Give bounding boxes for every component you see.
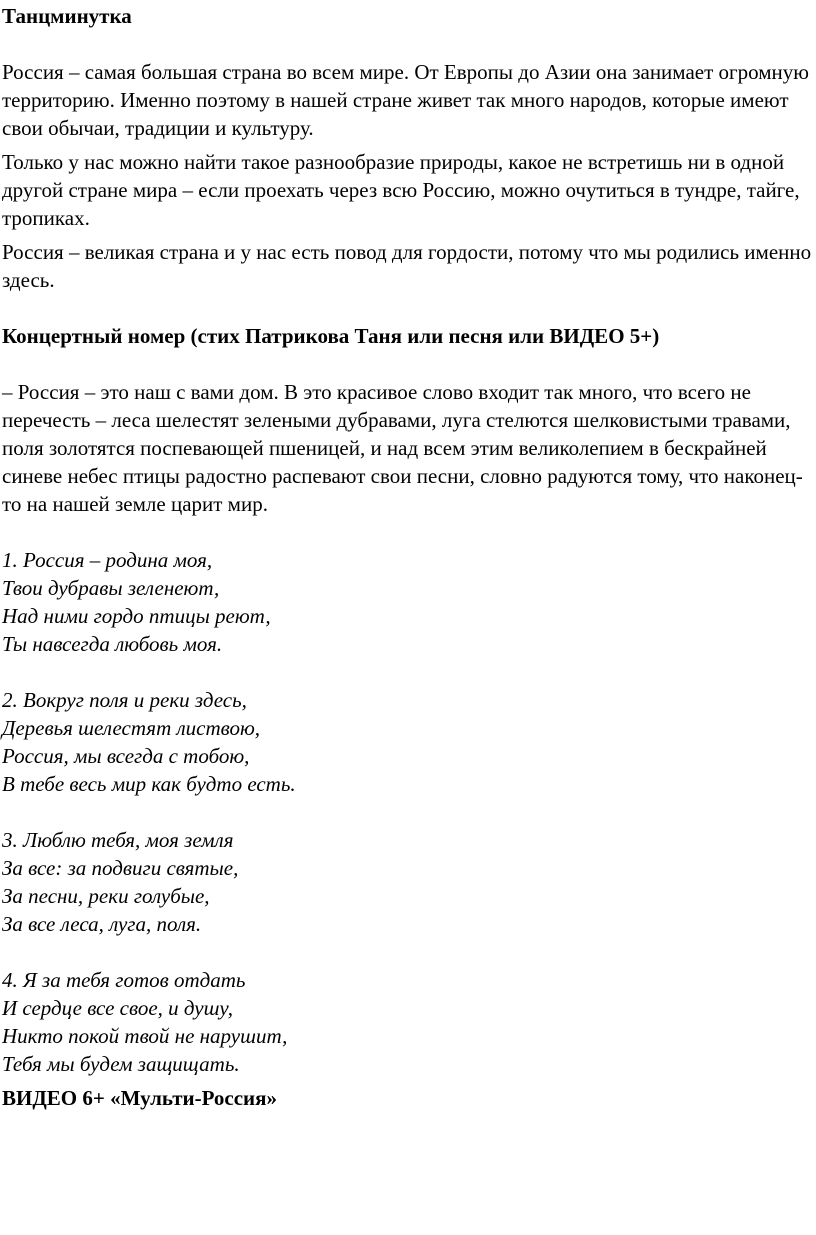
poem-stanza-3 <box>2 826 812 938</box>
poem-line: 1. Россия – родина моя, <box>2 548 213 572</box>
poem-line: Россия, мы всегда с тобою, <box>2 744 250 768</box>
intro-paragraph-3: Россия – великая страна и у нас есть повод для гордости, потому что мы родились именно здесь. <box>2 240 812 292</box>
heading-dance-minute: Танцминутка <box>2 4 132 28</box>
intro-paragraph-2: Только у нас можно найти такое разнообразие природы, какое не встретишь ни в одной другой стране мира – если проехать через всю Россию, можно очутиться в тундре, тайге, тропиках. <box>2 150 800 230</box>
poem-line: И сердце все свое, и душу, <box>2 996 233 1020</box>
poem-line: 2. Вокруг поля и реки здесь, <box>2 688 247 712</box>
poem-line: Над ними гордо птицы реют, <box>2 604 271 628</box>
spacer <box>2 658 812 686</box>
poem-line: 4. Я за тебя готов отдать <box>2 968 246 992</box>
heading-concert-number: Концертный номер (стих Патрикова Таня или песня или ВИДЕО 5+) <box>2 324 660 348</box>
document-body <box>2 2 812 1112</box>
poem-line: Твои дубравы зеленеют, <box>2 576 220 600</box>
poem-stanza-4 <box>2 966 812 1078</box>
poem-line: В тебе весь мир как будто есть. <box>2 772 296 796</box>
poem-line: Ты навсегда любовь моя. <box>2 632 223 656</box>
heading-video-multi-russia: ВИДЕО 6+ «Мульти-Россия» <box>2 1086 278 1110</box>
poem-line: Деревья шелестят листвою, <box>2 716 261 740</box>
poem-line: За все леса, луга, поля. <box>2 912 202 936</box>
poem-line: 3. Люблю тебя, моя земля <box>2 828 234 852</box>
paragraph-russia-home: – Россия – это наш с вами дом. В это красивое слово входит так много, что всего не перечесть – леса шелестят зелеными дубравами, луга стелются шелковистыми травами, поля золотятся поспевающей пшеницей, и над всем этим великолепием в бескрайней синеве небес птицы радостно распевают свои песни, словно радуются тому, что наконец-то на нашей земле царит мир. <box>2 380 803 516</box>
spacer <box>2 350 812 378</box>
poem-stanza-1 <box>2 546 812 658</box>
intro-paragraph-1: Россия – самая большая страна во всем мире. От Европы до Азии она занимает огромную территорию. Именно поэтому в нашей стране живет так много народов, которые имеют свои обычаи, традиции и культуру. <box>2 60 809 140</box>
spacer <box>2 30 812 58</box>
poem-line: Тебя мы будем защищать. <box>2 1052 240 1076</box>
poem-line: Никто покой твой не нарушит, <box>2 1024 288 1048</box>
spacer <box>2 798 812 826</box>
poem-stanza-2 <box>2 686 812 798</box>
spacer <box>2 294 812 322</box>
spacer <box>2 938 812 966</box>
spacer <box>2 518 812 546</box>
poem-line: За песни, реки голубые, <box>2 884 210 908</box>
poem-line: За все: за подвиги святые, <box>2 856 239 880</box>
